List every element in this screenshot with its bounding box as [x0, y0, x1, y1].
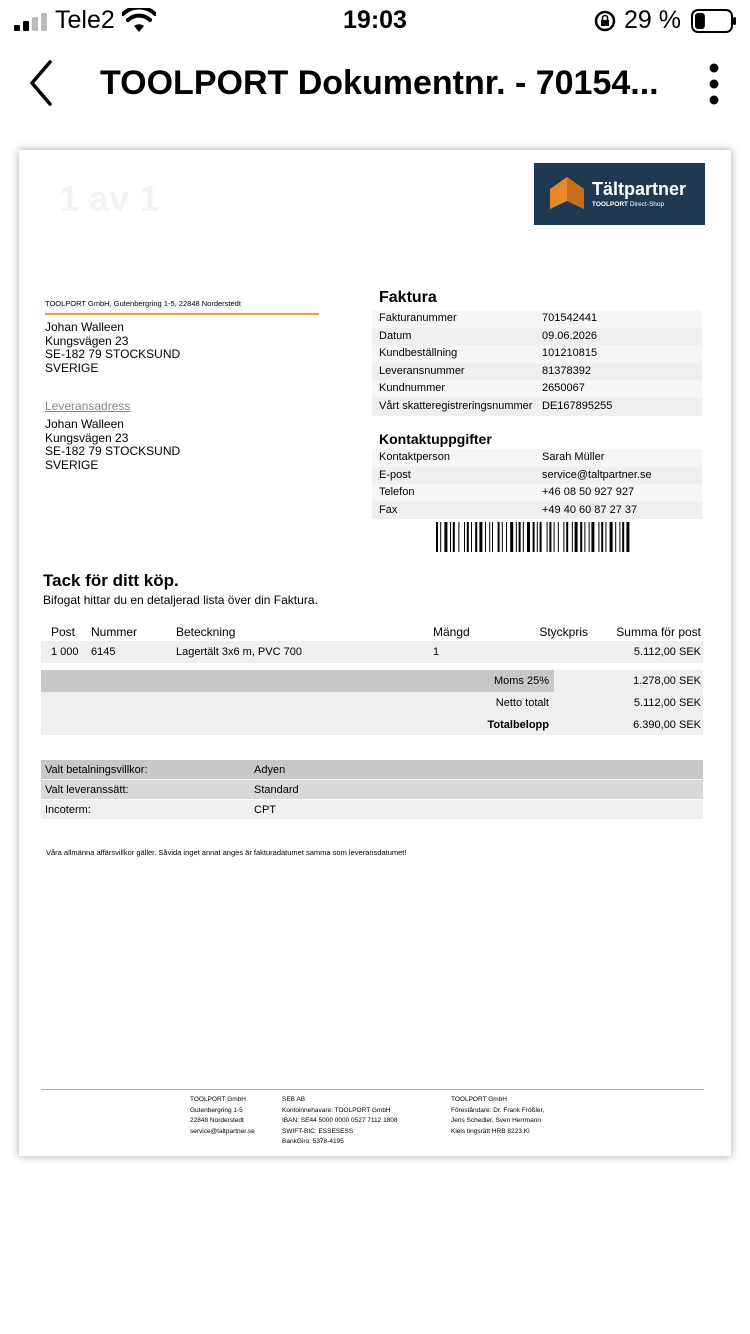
battery-percent: 29 % [624, 6, 681, 34]
barcode-bar [584, 522, 585, 552]
barcode-bar [489, 522, 490, 552]
column-header-beteckning: Beteckning [176, 625, 236, 639]
barcode-bar [510, 522, 513, 552]
delivery-address-label: Leveransadress [45, 399, 131, 413]
clock: 19:03 [343, 6, 407, 34]
terms-note: Våra allmänna affärsvillkor gäller. Såvida inget annat anges är fakturadatumet samma som leveransdatumet! [46, 848, 407, 857]
barcode-bar [498, 522, 500, 552]
address-line: SE-182 79 STOCKSUND [45, 444, 181, 458]
thanks-subtitle: Bifogat hittar du en detaljerad lista över din Faktura. [43, 593, 318, 607]
barcode-bar [554, 522, 555, 552]
contact-row: Fax +49 40 60 87 27 37 [372, 502, 702, 520]
column-header-mangd: Mängd [433, 625, 470, 639]
barcode-bar [626, 522, 629, 552]
invoice-details [372, 289, 702, 416]
invoice-detail-row: Leveransnummer 81378392 [372, 363, 702, 381]
barcode-bar [558, 522, 559, 552]
address-line: SVERIGE [45, 457, 99, 472]
barcode-bar [458, 522, 459, 552]
barcode-bar [471, 522, 472, 552]
barcode-bar [575, 522, 578, 552]
barcode-bar [453, 522, 455, 552]
document-title: TOOLPORT Dokumentnr. - 70154... [100, 64, 659, 102]
contact-heading: Kontaktuppgifter [379, 431, 492, 447]
barcode-bar [547, 522, 548, 552]
net-total-row: Netto totalt 5.112,00 SEK [41, 692, 703, 714]
delivery-method-row: Valt leveranssätt: Standard [41, 780, 703, 799]
back-chevron-icon[interactable] [24, 58, 60, 108]
address-line: SVERIGE [45, 360, 99, 375]
line-items-table [41, 622, 703, 663]
barcode-bar [523, 522, 524, 552]
carrier-name: Tele2 [55, 6, 115, 34]
barcode-bar [572, 522, 573, 552]
incoterm-row: Incoterm: CPT [41, 800, 703, 819]
billing-address [45, 321, 180, 375]
contact-row: E-post service@taltpartner.se [372, 467, 702, 485]
page-counter: 1 av 1 [59, 178, 160, 219]
table-header [41, 622, 703, 639]
barcode [436, 522, 681, 552]
barcode-bar [450, 522, 451, 552]
contact-row: Kontaktperson Sarah Müller [372, 449, 702, 467]
barcode-bar [580, 522, 582, 552]
barcode-bar [566, 522, 568, 552]
barcode-bar [436, 522, 438, 552]
payment-terms-row: Valt betalningsvillkor: Adyen [41, 760, 703, 779]
address-line: Johan Walleen [45, 417, 124, 431]
logo-subtitle: TOOLPORT Direct-Shop [592, 201, 665, 208]
column-header-post: Post [51, 625, 76, 639]
barcode-bar [464, 522, 465, 552]
column-header-nummer: Nummer [91, 625, 138, 639]
barcode-bar [605, 522, 606, 552]
grand-total-row: Totalbelopp 6.390,00 SEK [41, 714, 703, 735]
footer-company: TOOLPORT GmbH Gutenbergring 1-5 22848 Norderstedt service@taltpartner.se [190, 1096, 255, 1135]
barcode-bar [479, 522, 482, 552]
delivery-address [45, 418, 180, 472]
barcode-bar [527, 522, 530, 552]
barcode-bar [563, 522, 564, 552]
status-bar [0, 0, 750, 44]
address-line: SE-182 79 STOCKSUND [45, 347, 181, 361]
barcode-bar [502, 522, 503, 552]
invoice-detail-row: Kundnummer 2650067 [372, 380, 702, 398]
barcode-bar [533, 522, 535, 552]
invoice-detail-row: Fakturanummer 701542441 [372, 310, 702, 328]
address-line: Kungsvägen 23 [45, 333, 129, 348]
table-row: 1 000 6145 Lagertält 3x6 m, PVC 700 1 5.112,00 SEK [41, 641, 703, 663]
footer-legal: TOOLPORT GmbH Föreståndare: Dr. Frank Frößler, Jens Schedler, Sven Herrmann Kiels tingsrätt HRB 8223 KI [451, 1096, 545, 1135]
barcode-bar [516, 522, 517, 552]
vat-row: Moms 25% 1.278,00 SEK [41, 670, 703, 692]
barcode-bar [601, 522, 603, 552]
invoice-detail-row: Datum 09.06.2026 [372, 328, 702, 346]
barcode-bar [619, 522, 620, 552]
barcode-bar [475, 522, 477, 552]
barcode-bar [591, 522, 594, 552]
taltpartner-logo [534, 163, 705, 225]
barcode-bar [598, 522, 599, 552]
barcode-bar [492, 522, 493, 552]
column-header-summa: Summa för post [616, 625, 701, 639]
battery-icon [691, 9, 737, 33]
more-options-icon[interactable] [700, 62, 728, 106]
tent-logo-icon [548, 175, 586, 211]
barcode-bar [549, 522, 551, 552]
rotation-lock-icon [594, 10, 616, 32]
footer-bank: SEB AB Kontoinnehavare: TOOLPORT GmbH IBAN: SE44 5000 0000 0527 7112 1808 SWIFT-BIC: ESSESESS BankGiro: 5378-4195 [282, 1096, 398, 1145]
thanks-heading: Tack för ditt köp. [43, 571, 179, 590]
barcode-bar [615, 522, 616, 552]
address-line: Johan Walleen [45, 320, 124, 334]
invoice-detail-row: Kundbeställning 101210815 [372, 345, 702, 363]
invoice-heading: Faktura [379, 289, 437, 306]
barcode-bar [537, 522, 538, 552]
sender-address-line: TOOLPORT GmbH, Gutenbergring 1-5, 22848 Norderstedt [45, 299, 319, 315]
logo-name: Tältpartner [592, 179, 687, 199]
barcode-bar [622, 522, 624, 552]
barcode-bar [540, 522, 542, 552]
barcode-bar [485, 522, 486, 552]
barcode-bar [589, 522, 590, 552]
invoice-detail-row: Vårt skatteregistreringsnummer DE167895255 [372, 398, 702, 416]
barcode-bar [440, 522, 441, 552]
barcode-bar [519, 522, 521, 552]
invoice-page[interactable] [19, 150, 731, 1156]
footer-divider [41, 1089, 704, 1090]
barcode-bar [610, 522, 613, 552]
contact-details [372, 431, 702, 519]
barcode-bar [506, 522, 507, 552]
address-line: Kungsvägen 23 [45, 430, 129, 445]
column-header-styckpris: Styckpris [539, 625, 588, 639]
barcode-bar [467, 522, 469, 552]
nav-bar [0, 44, 750, 124]
contact-row: Telefon +46 08 50 927 927 [372, 484, 702, 502]
barcode-bar [444, 522, 447, 552]
